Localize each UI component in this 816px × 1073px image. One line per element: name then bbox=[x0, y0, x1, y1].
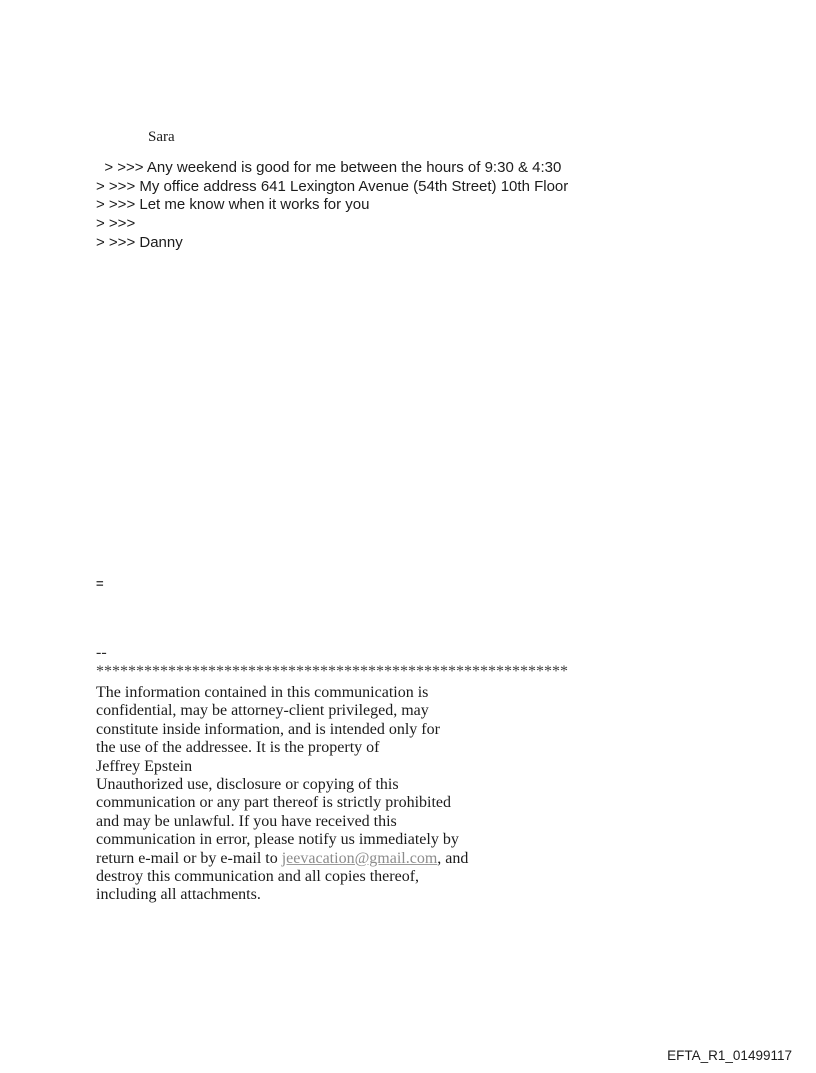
bates-number: EFTA_R1_01499117 bbox=[667, 1048, 792, 1063]
greeting-text: Sara bbox=[148, 129, 175, 145]
quoted-line: > >>> My office address 641 Lexington Avenue (54th Street) 10th Floor bbox=[96, 177, 569, 195]
disclaimer-line: Unauthorized use, disclosure or copying of this bbox=[96, 776, 399, 794]
confidentiality-disclaimer bbox=[96, 684, 468, 905]
email-link[interactable]: jeevacation@gmail.com bbox=[281, 849, 438, 867]
disclaimer-line-text: , and bbox=[437, 849, 469, 867]
quoted-line: > >>> Danny bbox=[96, 233, 183, 251]
mime-equals-artifact: = bbox=[96, 576, 104, 591]
disclaimer-line: communication or any part thereof is strictly prohibited bbox=[96, 794, 452, 812]
signature-delimiter: -- bbox=[96, 644, 107, 661]
disclaimer-link-line bbox=[96, 850, 468, 868]
quoted-line: > >>> Any weekend is good for me between the hours of 9:30 & 4:30 bbox=[96, 159, 562, 176]
quoted-message-block bbox=[96, 159, 568, 253]
quoted-line: > >>> Let me know when it works for you bbox=[96, 196, 370, 214]
disclaimer-line: destroy this communication and all copies thereof, bbox=[96, 868, 420, 886]
disclaimer-line: The information contained in this communication is bbox=[96, 684, 429, 701]
asterisk-divider: *********************************************************** bbox=[96, 663, 568, 680]
disclaimer-line: and may be unlawful. If you have received this bbox=[96, 812, 397, 830]
quoted-line: > >>> bbox=[96, 215, 136, 233]
disclaimer-line: Jeffrey Epstein bbox=[96, 757, 193, 775]
disclaimer-line: the use of the addressee. It is the property of bbox=[96, 739, 380, 757]
disclaimer-line-text: return e-mail or by e-mail to bbox=[96, 849, 282, 867]
disclaimer-line: communication in error, please notify us immediately by bbox=[96, 831, 459, 849]
disclaimer-line: confidential, may be attorney-client privileged, may bbox=[96, 702, 429, 720]
disclaimer-line: including all attachments. bbox=[96, 886, 261, 904]
disclaimer-line: constitute inside information, and is intended only for bbox=[96, 720, 440, 738]
